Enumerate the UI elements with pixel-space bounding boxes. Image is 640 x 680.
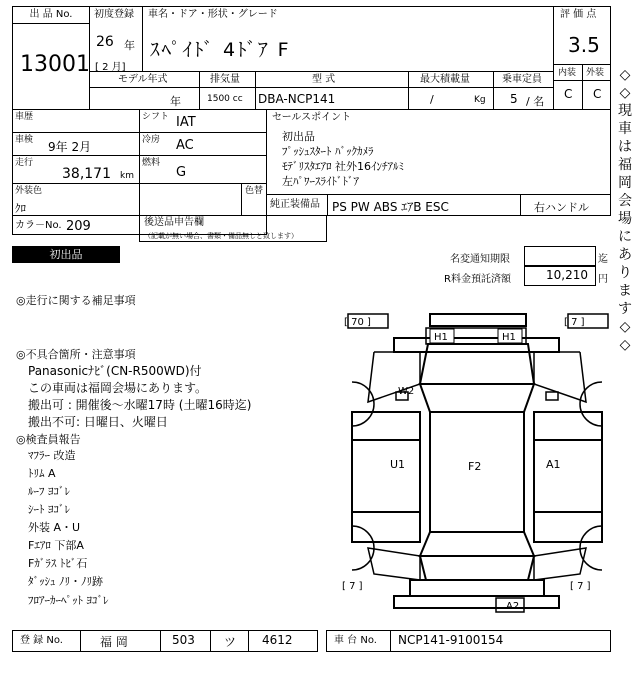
- name-label: 車名・ドア・形状・グレード: [148, 9, 278, 20]
- mileage-value: 38,171: [62, 166, 111, 182]
- ext-color-label: 外装色: [15, 186, 43, 196]
- defect-line: 搬出不可: 日曜日、火曜日: [28, 415, 168, 429]
- banner-char: 会: [618, 193, 632, 209]
- type-value: DBA-NCP141: [258, 92, 336, 106]
- notice-box: [524, 246, 596, 266]
- chassis-label: 車 台 No.: [334, 635, 377, 646]
- score-label: 評 価 点: [560, 9, 597, 20]
- ext-color-value: ｸﾛ: [15, 202, 26, 215]
- interior-grade: C: [564, 87, 573, 101]
- banner-char: 岡: [618, 175, 632, 191]
- reg-no-label: 登 録 No.: [20, 635, 63, 646]
- banner-char: あ: [618, 247, 632, 263]
- interior-label: 内装: [558, 68, 577, 78]
- shift-value: IAT: [176, 115, 196, 130]
- banner-char: ま: [618, 283, 632, 299]
- banner-char: り: [618, 265, 632, 281]
- color-change-label: 色替: [245, 186, 264, 196]
- notice-label: 名変通知期限: [450, 254, 510, 265]
- inspector-line: 外装 A・U: [28, 521, 81, 534]
- color-no-value: 209: [66, 219, 91, 234]
- sales-line: ﾌﾟｯｼｭｽﾀｰﾄ ﾊﾞｯｸｶﾒﾗ: [282, 145, 374, 158]
- mileage-unit: km: [120, 171, 134, 181]
- reg-year: 26: [96, 34, 114, 50]
- equipment-label: 純正装備品: [270, 199, 320, 210]
- model-year-label: モデル年式: [118, 74, 168, 85]
- inspector-line: ﾄﾘﾑ A: [28, 467, 56, 480]
- reg-year-unit: 年: [124, 39, 135, 52]
- damage-mark: U1: [390, 458, 406, 471]
- damage-mark: H1: [434, 332, 448, 343]
- sales-line: 初出品: [282, 130, 315, 143]
- banner-char: は: [618, 139, 632, 155]
- banner-char: ◇: [619, 85, 631, 101]
- damage-mark: A1: [546, 458, 561, 471]
- ac-value: AC: [176, 138, 194, 153]
- fuel-label: 燃料: [142, 158, 161, 168]
- banner-char: に: [618, 229, 632, 245]
- damage-mark: F2: [468, 460, 482, 473]
- reg-label: 初度登録: [94, 9, 134, 20]
- location-banner: [614, 66, 636, 354]
- inspection-value: 9年 2月: [48, 140, 92, 154]
- inspector-line: Fｴｱﾛ 下部A: [28, 539, 84, 552]
- mileage-label: 走行: [15, 158, 34, 168]
- type-label: 型 式: [312, 74, 336, 85]
- model-year-unit: 年: [170, 95, 181, 108]
- corner-label-top-right: [ 7 ]: [564, 317, 585, 328]
- displacement-label: 排気量: [210, 74, 240, 85]
- capacity-unit: / 名: [526, 95, 545, 108]
- inspector-line: ｼｰﾄ ﾖｺﾞﾚ: [28, 503, 70, 516]
- reg-kana: ツ: [224, 635, 237, 649]
- exterior-label: 外装: [586, 68, 605, 78]
- diagram-frame: [336, 310, 612, 626]
- chassis-number: NCP141-9100154: [398, 633, 504, 647]
- corner-label-bottom-left: [ 7 ]: [342, 581, 363, 592]
- damage-mark: W2: [398, 386, 415, 397]
- fuel-value: G: [176, 165, 187, 180]
- equip-decl-note: （記載が無い場合、書類・備品無しと致します）: [144, 232, 298, 240]
- score-value: 3.5: [568, 33, 600, 57]
- corner-label-top-left: [ 70 ]: [344, 317, 371, 328]
- exterior-grade: C: [593, 87, 602, 101]
- reg-prefecture: 福 岡: [100, 635, 128, 649]
- banner-char: 福: [618, 157, 632, 173]
- sales-line: 左ﾊﾟﾜｰｽﾗｲﾄﾞﾄﾞｱ: [282, 175, 359, 188]
- ac-label: 冷房: [142, 135, 161, 145]
- banner-char: ◇: [619, 337, 631, 353]
- damage-mark: H1: [502, 332, 516, 343]
- sales-title: セールスポイント: [272, 112, 352, 123]
- load-unit: Kg: [474, 95, 486, 105]
- defect-line: 搬出可 : 開催後～水曜17時 (土曜16時迄): [28, 398, 252, 412]
- load-value: /: [430, 93, 434, 106]
- defect-title: ◎不具合箇所・注意事項: [16, 348, 136, 361]
- notice-unit: 迄: [598, 254, 608, 265]
- defect-line: Panasonicﾅﾋﾞ(CN-R500WD)付: [28, 364, 202, 378]
- color-no-label: カラ－No.: [15, 220, 62, 231]
- inspector-line: Fｶﾞﾗｽ ﾄﾋﾞ石: [28, 557, 88, 570]
- inspector-line: ﾌﾛｱｰｶｰﾍﾟｯﾄ ﾖｺﾞﾚ: [28, 594, 109, 607]
- capacity-label: 乗車定員: [502, 74, 542, 85]
- banner-char: 現: [618, 103, 632, 119]
- inspection-label: 車検: [15, 135, 34, 145]
- lot-label: 出 品 No.: [13, 7, 89, 24]
- capacity-value: 5: [510, 92, 518, 106]
- inspector-line: ﾏﾌﾗｰ 改造: [28, 449, 76, 462]
- banner-char: 場: [618, 211, 632, 227]
- recycle-unit: 円: [598, 274, 608, 285]
- steering: 右ハンドル: [534, 201, 589, 214]
- first-listing-badge: 初出品: [12, 246, 120, 263]
- reg-month: [ 2 月]: [95, 62, 126, 73]
- recycle-value: 10,210: [546, 268, 588, 282]
- banner-char: 車: [618, 121, 632, 137]
- recycle-label: R料金預託済額: [444, 274, 511, 285]
- history-label: 車歴: [15, 112, 34, 122]
- damage-mark: A2: [506, 601, 520, 612]
- equipment-items: PS PW ABS ｴｱB ESC: [332, 200, 449, 214]
- banner-char: ◇: [619, 319, 631, 335]
- defect-line: この車両は福岡会場にあります。: [28, 381, 208, 395]
- inspector-line: ﾙｰﾌ ﾖｺﾞﾚ: [28, 485, 70, 498]
- car-name: ｽﾍﾟｲﾄﾞ 4ﾄﾞｱ F: [150, 39, 291, 61]
- drive-notes-title: ◎走行に関する補足事項: [16, 294, 136, 307]
- corner-label-bottom-right: [ 7 ]: [570, 581, 591, 592]
- load-label: 最大積載量: [420, 74, 470, 85]
- equip-decl-label: 後送品申告欄: [144, 217, 204, 228]
- displacement: 1500 cc: [207, 94, 243, 104]
- shift-label: シフト: [142, 112, 170, 122]
- banner-char: す: [618, 301, 632, 317]
- reg-plate: 4612: [262, 633, 293, 647]
- inspector-title: ◎検査員報告: [16, 433, 81, 446]
- reg-class: 503: [172, 633, 195, 647]
- banner-char: ◇: [619, 67, 631, 83]
- sales-line: ﾓﾃﾞﾘｽﾀｴｱﾛ 社外16ｲﾝﾁｱﾙﾐ: [282, 160, 404, 173]
- inspector-line: ﾀﾞｯｼｭ ﾉﾘ・ﾉﾘ跡: [28, 575, 103, 588]
- lot-number: 13001: [20, 52, 90, 77]
